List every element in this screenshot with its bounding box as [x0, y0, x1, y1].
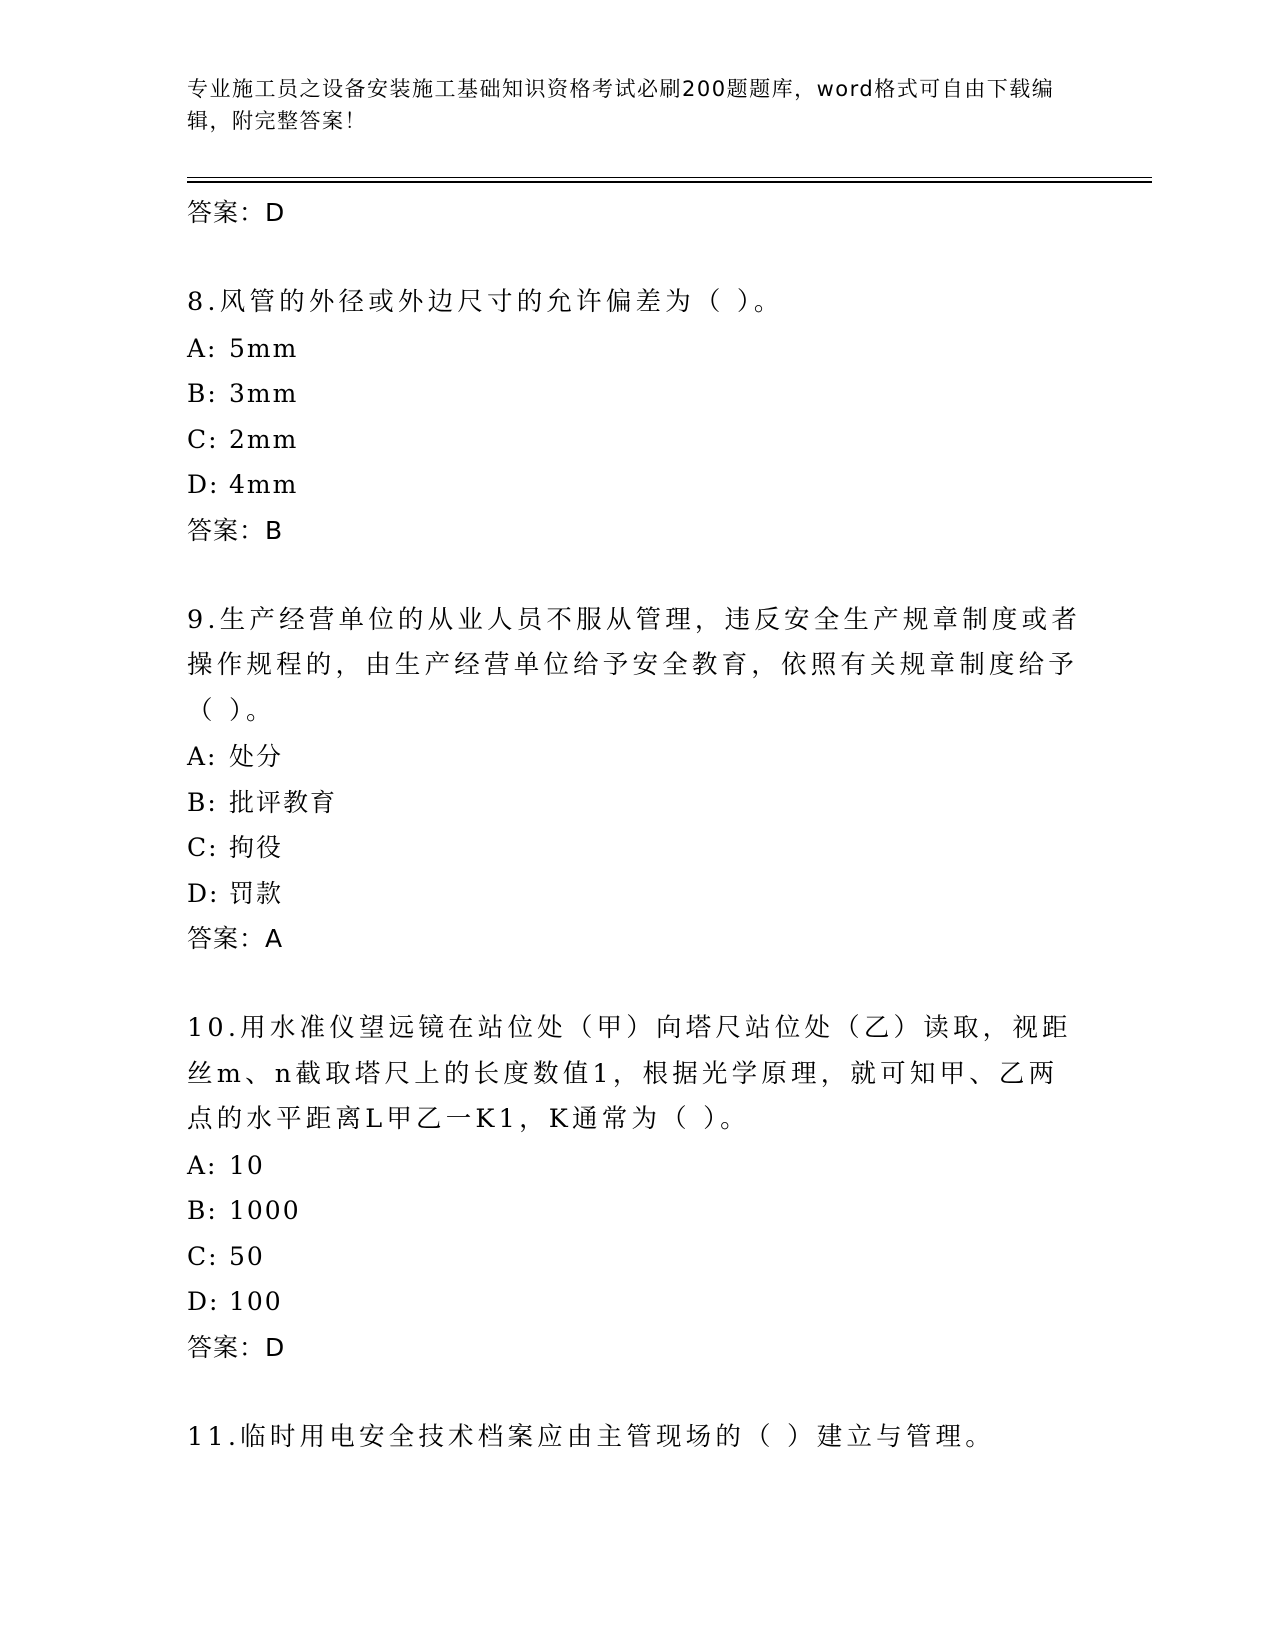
option-value: 2mm [229, 424, 299, 454]
option-a [187, 734, 1087, 780]
answer-line: 答案：A [187, 924, 284, 953]
header-divider-thin [187, 177, 1152, 178]
option-key: C: [187, 424, 219, 454]
option-key: B: [187, 1196, 218, 1225]
option-value: 5mm [229, 333, 299, 363]
answer-line: 答案：D [187, 1332, 286, 1362]
answer-line: 答案：B [187, 515, 284, 545]
option-key: C: [187, 1241, 219, 1271]
option-value: 4mm [229, 470, 299, 499]
option-value: 处分 [229, 742, 284, 771]
option-value: 拘役 [229, 833, 284, 862]
option-c [187, 825, 1087, 871]
option-key: A: [187, 742, 218, 771]
option-b [187, 1188, 1087, 1234]
option-key: D: [187, 878, 220, 908]
question-list [187, 190, 1087, 1460]
option-key: C: [187, 833, 219, 862]
question-text: 11.临时用电安全技术档案应由主管现场的（ ）建立与管理。 [187, 1421, 995, 1452]
question-text: 10.用水准仪望远镜在站位处（甲）向塔尺站位处（乙）读取，视距丝m、n截取塔尺上的长度数值1，根据光学原理，就可知甲、乙两点的水平距离L甲乙一K1，K通常为（ ）。 [187, 1013, 1072, 1134]
option-key: D: [187, 1287, 220, 1316]
option-value: 3mm [229, 379, 299, 408]
answer-line: 答案：D [187, 198, 286, 227]
option-key: A: [187, 1150, 218, 1180]
option-b [187, 780, 1087, 826]
document-header [187, 73, 1067, 137]
option-d [187, 462, 1087, 508]
question-text: 8.风管的外径或外边尺寸的允许偏差为（ ）。 [187, 287, 784, 317]
option-d [187, 871, 1087, 917]
option-key: B: [187, 787, 218, 817]
option-a [187, 1143, 1087, 1189]
option-value: 批评教育 [229, 787, 338, 817]
header-divider-thick [187, 181, 1152, 183]
option-d [187, 1279, 1087, 1325]
option-value: 10 [229, 1150, 265, 1180]
option-value: 1000 [229, 1196, 301, 1225]
option-b [187, 371, 1087, 417]
option-value: 100 [229, 1287, 283, 1316]
option-key: B: [187, 379, 218, 408]
option-c [187, 417, 1087, 463]
option-value: 50 [229, 1241, 265, 1271]
header-title: 专业施工员之设备安装施工基础知识资格考试必刷200题题库，word格式可自由下载编辑，附完整答案！ [187, 77, 1055, 133]
option-value: 罚款 [229, 878, 284, 908]
option-c [187, 1234, 1087, 1280]
option-a [187, 326, 1087, 372]
option-key: A: [187, 333, 218, 363]
question-text: 9.生产经营单位的从业人员不服从管理，违反安全生产规章制度或者操作规程的，由生产经营单位给予安全教育，依照有关规章制度给予（ ）。 [187, 604, 1082, 726]
option-key: D: [187, 470, 220, 499]
